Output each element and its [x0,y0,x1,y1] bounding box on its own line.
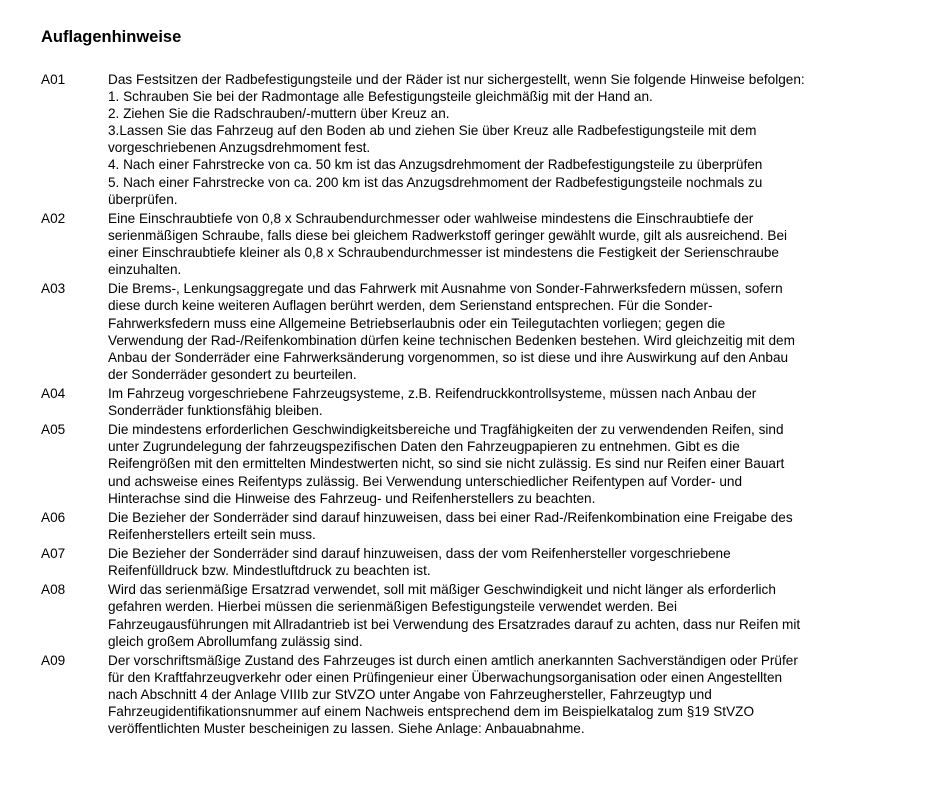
note-text-line: Die mindestens erforderlichen Geschwindigkeitsbereiche und Tragfähigkeiten der zu verwendenden Reifen, sind [108,422,784,438]
note-text-line: und achsweise eines Reifentyps zulässig. Bei Verwendung unterschiedlicher Reifentypen auf Vorder- und [108,473,743,489]
note-text-line: Die Brems-, Lenkungsaggregate und das Fahrwerk mit Ausnahme von Sonder-Fahrwerksfedern müssen, sofern [108,281,783,297]
note-text-line: einer Einschraubtiefe kleiner als 0,8 x Schraubendurchmesser ist mindestens die Festigkeit der Serienschraube [108,245,779,261]
notes-list [41,71,891,739]
note-text [108,652,891,737]
note-text [108,385,891,419]
note-text [108,280,891,383]
note-text [108,509,891,543]
note-text-line: überprüfen. [108,191,178,207]
note-text-line: vorgeschriebenen Anzugsdrehmoment fest. [108,140,371,156]
note-item-a01 [41,71,891,208]
note-text-line: Verwendung der Rad-/Reifenkombination dürfen keine technischen Bedenken bestehen. Wird gleichzeitig mit dem [108,332,795,348]
note-text-line: 1. Schrauben Sie bei der Radmontage alle Befestigungsteile gleichmäßig mit der Hand an. [108,89,653,105]
note-text-line: Im Fahrzeug vorgeschriebene Fahrzeugsysteme, z.B. Reifendruckkontrollsysteme, müssen nach Anbau der [108,385,757,401]
note-text [108,210,891,278]
note-text [108,545,891,579]
note-text-line: Fahrzeugausführungen mit Allradantrieb ist bei Verwendung des Ersatzrades darauf zu achten, dass nur Reifen mit [108,616,801,632]
note-text-line: 2. Ziehen Sie die Radschrauben/-muttern über Kreuz an. [108,106,450,122]
note-text-line: Die Bezieher der Sonderräder sind darauf hinzuweisen, dass der vom Reifenhersteller vorgeschriebene [108,546,731,562]
note-text-line: Die Bezieher der Sonderräder sind darauf hinzuweisen, dass bei einer Rad-/Reifenkombination eine Freigabe des [108,509,793,525]
note-text-line: unter Zugrundelegung der fahrzeugspezifischen Daten den Fahrzeugpapieren zu entnehmen. Gibt es die [108,439,740,455]
note-text [108,581,891,649]
note-text [108,421,891,506]
note-code: A01 [41,72,66,87]
note-text-line: Reifengrößen mit den ermittelten Mindestwerten nicht, so sind sie nicht zulässig. Es sind nur Reifen einer Bauart [108,456,785,472]
note-text-line: Das Festsitzen der Radbefestigungsteile und der Räder ist nur sichergestellt, wenn Sie folgende Hinweise befolgen: [108,72,805,87]
note-code: A02 [41,210,66,226]
note-text-line: Anbau der Sonderräder eine Fahrwerksänderung vorgenommen, so ist diese und ihre Auswirkung auf den Anbau [108,349,789,365]
page-title: Auflagenhinweise [41,28,182,46]
note-text-line: Reifenherstellers erteilt sein muss. [108,526,316,542]
note-text-line: Der vorschriftsmäßige Zustand des Fahrzeuges ist durch einen amtlich anerkannten Sachverständigen oder Prüfer [108,652,798,668]
note-item-a04 [41,385,891,419]
note-text-line: 3.Lassen Sie das Fahrzeug auf den Boden ab und ziehen Sie über Kreuz alle Radbefestigungsteile mit dem [108,123,757,139]
note-item-a06 [41,509,891,543]
note-text [108,71,891,208]
note-code: A09 [41,652,66,668]
note-text-line: Sonderräder funktionsfähig bleiben. [108,403,323,419]
note-text-line: für den Kraftfahrzeugverkehr oder einen Prüfingenieur einer Überwachungsorganisation oder einen Angestellten [108,669,783,685]
note-code: A06 [41,509,66,525]
note-text-line: Eine Einschraubtiefe von 0,8 x Schraubendurchmesser oder wahlweise mindestens die Einschraubtiefe der [108,210,754,226]
note-text-line: 4. Nach einer Fahrstrecke von ca. 50 km ist das Anzugsdrehmoment der Radbefestigungsteile zu überprüfen [108,157,763,173]
note-item-a08 [41,581,891,649]
note-text-line: serienmäßigen Schraube, falls diese bei gleichem Radwerkstoff geringer gewählt wurde, gilt als ausreichend. Bei [108,227,788,243]
note-text-line: veröffentlichten Muster bescheinigen zu lassen. Siehe Anlage: Anbauabnahme. [108,721,585,737]
note-text-line: Fahrzeugidentifikationsnummer auf einem Nachweis entsprechend dem im Beispielkatalog zum §19 StVZO [108,704,755,720]
note-text-line: diese durch keine weiteren Auflagen berührt werden, dem Serienstand entsprechen. Für die Sonder- [108,298,713,314]
note-text-line: nach Abschnitt 4 der Anlage VIIIb zur StVZO unter Angabe von Fahrzeughersteller, Fahrzeugtyp und [108,687,712,703]
note-text-line: einzuhalten. [108,262,182,278]
note-text-line: Wird das serienmäßige Ersatzrad verwendet, soll mit mäßiger Geschwindigkeit und nicht länger als erforderlich [108,582,776,598]
note-text-line: 5. Nach einer Fahrstrecke von ca. 200 km ist das Anzugsdrehmoment der Radbefestigungsteile nochmals zu [108,174,763,190]
note-text-line: Fahrwerksfedern muss eine Allgemeine Betriebserlaubnis oder ein Teilegutachten vorliegen; gegen die [108,315,726,331]
note-code: A04 [41,385,66,401]
note-item-a05 [41,421,891,506]
note-code: A07 [41,546,66,562]
note-item-a03 [41,280,891,383]
note-text-line: gefahren werden. Hierbei müssen die serienmäßigen Befestigungsteile verwendet werden. Bei [108,599,677,615]
note-code: A03 [41,281,66,297]
note-item-a07 [41,545,891,579]
note-text-line: Reifenfülldruck bzw. Mindestluftdruck zu beachten ist. [108,563,431,579]
note-code: A08 [41,582,66,598]
note-item-a02 [41,210,891,278]
note-code: A05 [41,422,66,438]
note-text-line: der Sonderräder gesondert zu beurteilen. [108,366,357,382]
note-text-line: gleich großem Abrollumfang zulässig sind. [108,633,363,649]
note-item-a09 [41,652,891,737]
note-text-line: Hinterachse sind die Hinweise des Fahrzeug- und Reifenherstellers zu beachten. [108,490,596,506]
